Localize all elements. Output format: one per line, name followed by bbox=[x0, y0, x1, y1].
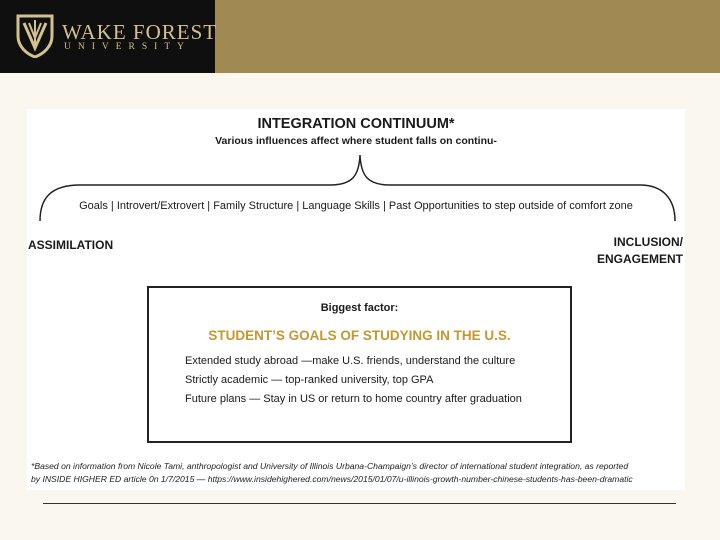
diagram-panel bbox=[27, 109, 685, 490]
biggest-factor-box bbox=[147, 286, 572, 443]
footnote-line: *Based on information from Nicole Tami, anthropologist and University of Illinois Urbana-Champaign’s director of international student integration, as reported bbox=[31, 461, 629, 471]
goal-item: Strictly academic — top-ranked university, top GPA bbox=[185, 374, 434, 386]
footnote bbox=[31, 460, 633, 486]
diagram-title: INTEGRATION CONTINUUM* bbox=[257, 116, 455, 132]
inclusion-engagement-label bbox=[597, 234, 683, 268]
goal-item: Future plans — Stay in US or return to home country after graduation bbox=[185, 393, 522, 405]
university-logo bbox=[0, 0, 218, 73]
logo-subtitle: UNIVERSITY bbox=[64, 42, 191, 52]
curly-brace-icon bbox=[35, 149, 677, 225]
assimilation-label: ASSIMILATION bbox=[28, 238, 114, 252]
inclusion-label-line2: ENGAGEMENT bbox=[596, 252, 683, 266]
diagram-subtitle: Various influences affect where student falls on continu- bbox=[215, 135, 497, 147]
footer-divider bbox=[43, 503, 676, 504]
footnote-line: by INSIDE HIGHER ED article 0n 1/7/2015 — https://www.insidehighered.com/news/2015/01/07/u-illinois-growth-number-chinese-students-has-been-dramatic bbox=[31, 474, 633, 484]
goals-title: STUDENT’S GOALS OF STUDYING IN THE U.S. bbox=[208, 328, 511, 343]
influences-list: Goals | Introvert/Extrovert | Family Structure | Language Skills | Past Opportunities to step outside of comfort zone bbox=[79, 200, 633, 212]
goal-item: Extended study abroad —make U.S. friends, understand the culture bbox=[185, 355, 516, 367]
shield-icon bbox=[16, 14, 54, 58]
inclusion-label-line1: INCLUSION/ bbox=[613, 235, 683, 249]
biggest-factor-heading: Biggest factor: bbox=[320, 302, 399, 314]
logo-name: WAKE FOREST bbox=[62, 20, 218, 44]
